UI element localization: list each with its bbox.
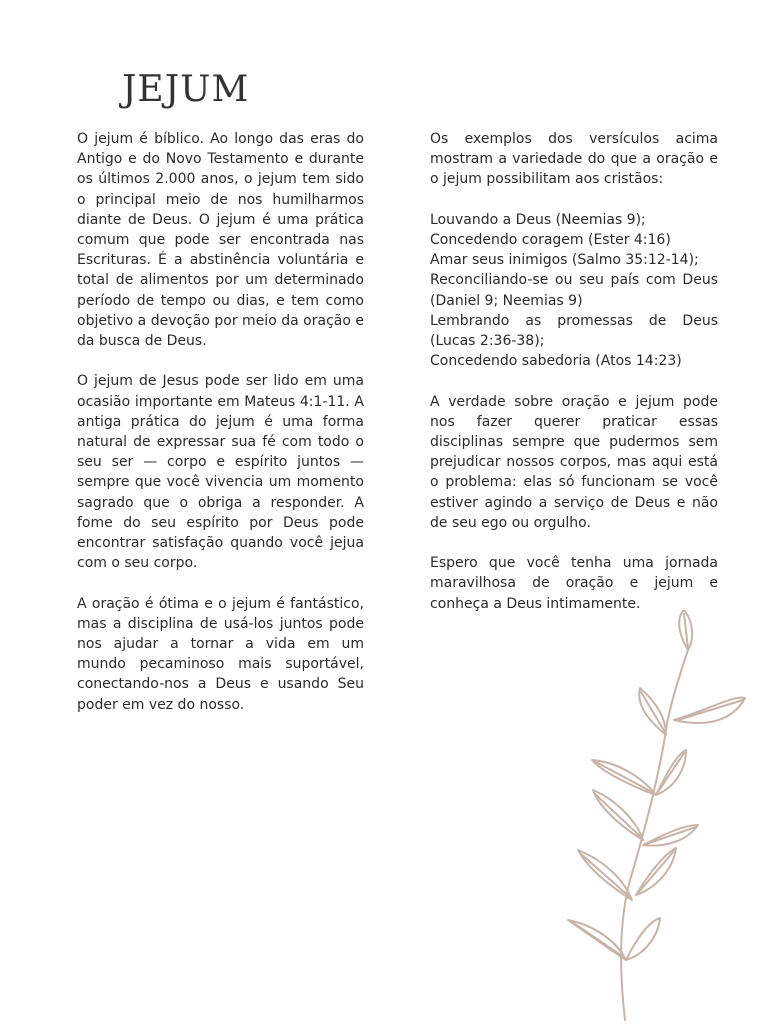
examples-list bbox=[430, 210, 718, 372]
leaf-branch-icon bbox=[548, 610, 753, 1022]
list-item: Concedendo coragem (Ester 4:16) bbox=[430, 232, 671, 248]
paragraph-closing: Espero que você tenha uma jornada maravilhosa de oração e jejum e conheça a Deus intimamente. bbox=[430, 555, 718, 612]
paragraph-intro: O jejum é bíblico. Ao longo das eras do Antigo e do Novo Testamento e durante os últimos 2.000 anos, o jejum tem sido o principal meio de nos humilharmos diante de Deus. O jejum é uma prática comum que pode ser encontrada nas Escrituras. É a abstinência voluntária e total de alimentos por um determinado período de tempo ou dias, e tem como objetivo a devoção por meio da oração e da busca de Deus. bbox=[77, 131, 364, 350]
list-item: Amar seus inimigos (Salmo 35:12-14); bbox=[430, 252, 699, 269]
list-item: Reconciliando-se ou seu país com Deus (Daniel 9; Neemias 9) bbox=[430, 272, 718, 309]
list-item: Louvando a Deus (Neemias 9); bbox=[430, 211, 646, 228]
list-item: Concedendo sabedoria (Atos 14:23) bbox=[430, 353, 682, 370]
paragraph-prayer-fasting: A oração é ótima e o jejum é fantástico, mas a disciplina de usá-los juntos pode nos ajudar a tornar a vida em um mundo pecaminoso mais suportável, conectando-nos a Deus e usando Seu poder em vez do nosso. bbox=[77, 595, 364, 713]
paragraph-truth: A verdade sobre oração e jejum pode nos fazer querer praticar essas disciplinas sempre que pudermos sem prejudicar nossos corpos, mas aqui está o problema: elas só funcionam se você estiver agindo a serviço de Deus e não de seu ego ou orgulho. bbox=[430, 393, 718, 531]
paragraph-examples-intro: Os exemplos dos versículos acima mostram a variedade do que a oração e o jejum possibilitam aos cristãos: bbox=[430, 131, 718, 188]
right-column bbox=[430, 129, 718, 634]
list-item: Lembrando as promessas de Deus (Lucas 2:36-38); bbox=[430, 312, 718, 350]
left-column bbox=[77, 129, 364, 735]
paragraph-jesus-fasting: O jejum de Jesus pode ser lido em uma ocasião importante em Mateus 4:1-11. A antiga prática do jejum é uma forma natural de expressar sua fé com todo o seu ser — corpo e espírito juntos — sempre que você vivencia um momento sagrado que o obriga a responder. A fome do seu espírito por Deus pode encontrar satisfação quando você jejua com o seu corpo. bbox=[77, 373, 364, 572]
page-title: JEJUM bbox=[122, 69, 250, 110]
